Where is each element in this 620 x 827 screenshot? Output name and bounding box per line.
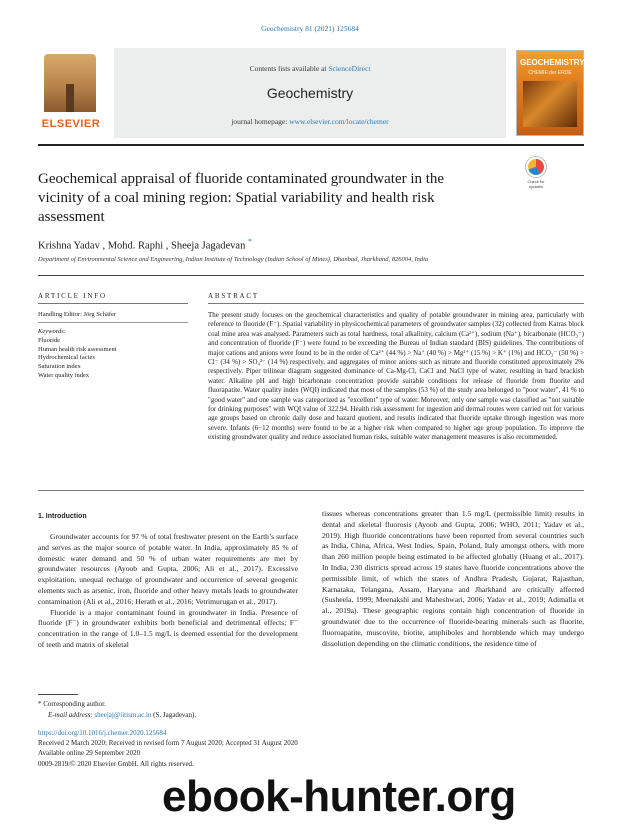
cover-title: GEOCHEMISTRY <box>520 58 585 67</box>
copyright-line: 0009-2819/© 2020 Elsevier GmbH. All rights reserved. <box>38 759 194 768</box>
masthead-banner <box>114 48 506 138</box>
abstract-heading: ABSTRACT <box>208 292 259 300</box>
keywords-list <box>38 337 117 381</box>
article-title: Geochemical appraisal of fluoride contaminated groundwater in the vicinity of a coal mining region: Spatial variability and health risk assessment <box>38 171 445 225</box>
sciencedirect-link[interactable]: ScienceDirect <box>328 64 371 73</box>
footnote-mark: * <box>38 700 42 708</box>
body-column-left <box>38 532 298 651</box>
body-column-right <box>322 509 584 649</box>
article-info-subdivider <box>38 322 188 323</box>
doi-link[interactable]: https://doi.org/10.1016/j.chemer.2020.125684 <box>38 729 167 737</box>
check-for-updates-label: Check for updates <box>527 179 545 189</box>
affiliation-divider <box>38 275 584 276</box>
email-label: E-mail address: <box>48 710 95 719</box>
cover-subtitle: CHEMIE der ERDE <box>528 70 572 76</box>
publisher-name: ELSEVIER <box>41 118 101 130</box>
handling-editor: Handling Editor: Jörg Schäfer <box>38 311 117 318</box>
elsevier-logo <box>38 54 104 136</box>
check-for-updates-icon <box>526 157 546 177</box>
contents-prefix: Contents lists available at <box>249 64 329 73</box>
contents-line <box>114 64 506 73</box>
author-affiliation: Department of Environmental Science and Engineering, Indian Institute of Technology (Indian School of Mines), Dhanbad, Jharkhand, 826004, India <box>38 256 429 263</box>
corresponding-author-mark[interactable]: * <box>247 237 252 246</box>
article-info-divider <box>38 303 188 304</box>
introduction-heading: 1. Introduction <box>38 513 87 520</box>
received-dates: Received 2 March 2020; Received in revised form 7 August 2020; Accepted 31 August 2020 <box>38 739 298 748</box>
available-online-date: Available online 29 September 2020 <box>38 749 141 758</box>
cover-image <box>523 81 577 127</box>
elsevier-tree-icon <box>44 54 96 112</box>
masthead-divider <box>38 144 584 146</box>
masthead <box>38 48 584 138</box>
email-suffix: (S. Jagadevan). <box>151 710 197 719</box>
check-for-updates-button[interactable] <box>522 157 550 195</box>
journal-homepage-link[interactable]: www.elsevier.com/locate/chemer <box>289 117 389 126</box>
author-email-link[interactable]: sheejaj@iitism.ac.in <box>94 710 152 719</box>
body-paragraph: Fluoride is a major contaminant found in groundwater in India. Presence of fluoride (F⁻) in groundwater exhibits both beneficial and detrimental effects; F⁻ concentration in the range of 1.0–1.5 mg/L is deemed essential for the development of teeth and matrix of skeletal <box>38 607 298 649</box>
journal-cover-thumbnail <box>516 50 584 136</box>
keyword-item: Water quality index <box>38 371 90 379</box>
publication-info <box>38 728 298 769</box>
journal-title: Geochemistry <box>266 85 354 101</box>
corresponding-author-footnote <box>38 699 196 720</box>
abstract-text: The present study focuses on the geochemical characteristics and quality of potable groundwater in mining area, particularly with reference to fluoride (F⁻). Spatial variability in physicochemical parameters of groundwater samples (32) collected from Katras block coal mine area was analysed. Parameters such as total hardness, total alkalinity, calcium (Ca²⁺), sodium (Na⁺), bicarbonate (HCO₃⁻) and concentration of fluoride (F⁻) were found to be exceeding the Bureau of Indian standard (BIS) guidelines. The contributions of major cations and anions were found to be in the order of Ca²⁺ (44 %) > Na⁺ (40 %) > Mg²⁺ (15 %) > K⁺ (1%) and HCO₃⁻ (50 %) > Cl⁻ (34 %) > SO₄²⁻ (14 %) respectively, and aggregates of minor anions such as nitrate and fluoride constituted approximately 2% respectively. Piper trilinear diagram suggested dominance of Ca-Mg-Cl, CaCl and NaCl type of water, resulting in hard brackish water. Alkaline pH and high bicarbonate concentration provide suitable conditions for release of fluoride from fluorite and fluorapatite. Water quality index (WQI) indicated that most of the samples (53 %) of the study area belonged to "poor water", 41 % to "good water" and one sample was categorized as "excellent" type of water. Moreover, only one sample was classified as "not suitable for drinking purposes" with WQI value of 322.94. Health risk assessment for ingestion and dermal routes were carried out for various age groups based on chronic daily dose and hazard quotient, and results indicated that fluoride uptake through ingestion was more severe. Infants (6−12 months) were found to be at a higher risk when compared to higher age group population. To improve the existing groundwater quality and reduce associated human risks, suitable water management measures is also recommended. <box>208 311 584 442</box>
keyword-item: Saturation index <box>38 363 81 371</box>
footnote-divider <box>38 694 78 695</box>
keyword-item: Human health risk assessment <box>38 345 117 353</box>
abstract-divider <box>208 303 584 304</box>
watermark-text: ebook-hunter.org <box>162 772 516 821</box>
body-paragraph: tissues whereas concentrations greater than 1.5 mg/L (permissible limit) results in dental and skeletal fluorosis (Ayoob and Gupta, 2006; WHO, 2011; Yadav et al., 2019). High fluoride concentrations have been reported from several countries such as India, China, Africa, West Indies, Spain, Poland, Italy amongst others, with more than 260 million people being estimated to be affected globally (Huang et al., 2017). In India, 230 districts spread across 19 states have fluoride concentrations above the permissible limit, of which the states of Andhra Pradesh, Gujarat, Rajasthan, Karnataka, Telangana, Assam, Haryana and Jharkhand are critically affected (Susheela, 1999; Meenakshi and Maheshwari, 2006; Yadav et al., 2019; Adimalla et al., 2019a). These geographic regions contain high concentration of fluoride in groundwater due to the occurrence of fluoride-bearing minerals such as fluorite, fluoroapatite, muscovite, biotite, amphiboles and hornblende which may undergo dissolution depending on the climatic conditions, the residence time of <box>322 509 584 648</box>
keywords-heading: Keywords: <box>38 328 66 335</box>
homepage-line <box>114 117 506 126</box>
homepage-prefix: journal homepage: <box>231 117 290 126</box>
author-list <box>38 237 252 252</box>
abstract-end-divider <box>38 490 584 491</box>
body-paragraph: Groundwater accounts for 97 % of total freshwater present on the Earth’s surface and serves as the major source of potable water. In India, approximately 85 % of domestic water demand and 50 % of urban water requirements are met by groundwater resources (Ayoob and Gupta, 2006; Ali et al., 2017). Excessive exploitation, unequal recharge of groundwater and occurrence of several geogenic elements such as arsenic, iron, fluoride and other heavy metals leads to groundwater contamination (Ali et al., 2016; Herath et al., 2016; Vetrimurugan et al., 2017). <box>38 532 298 606</box>
journal-reference-link[interactable]: Geochemistry 81 (2021) 125684 <box>261 24 359 33</box>
keyword-item: Hydrochemical facies <box>38 354 95 362</box>
keyword-item: Fluoride <box>38 337 61 344</box>
author-names: Krishna Yadav , Mohd. Raphi , Sheeja Jagadevan <box>38 240 246 252</box>
footnote-label: Corresponding author. <box>43 700 106 708</box>
article-info-heading: ARTICLE INFO <box>38 292 107 300</box>
